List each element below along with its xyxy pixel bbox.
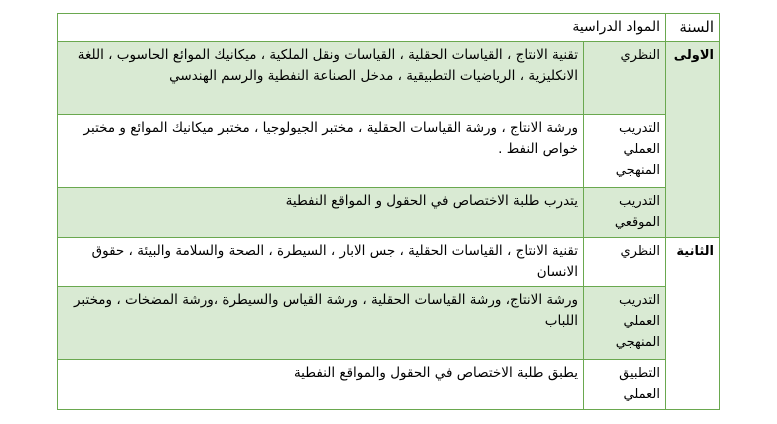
table-row (58, 42, 720, 115)
year-column-header: السنة (666, 14, 720, 42)
row-type-cell: التدريب العملي المنهجي (584, 287, 666, 360)
table-row (58, 188, 720, 238)
curriculum-table (57, 13, 720, 410)
row-type-cell: التدريب العملي المنهجي (584, 115, 666, 188)
row-subjects-cell: ورشة الانتاج، ورشة القياسات الحقلية ، ورشة القياس والسيطرة ،ورشة المضخات ، ومختبر اللباب (58, 287, 584, 360)
table-header-row (58, 14, 720, 42)
row-subjects-cell: ورشة الانتاج ، ورشة القياسات الحقلية ، مختبر الجيولوجيا ، مختبر ميكانيك الموائع و مختبر خواص النفط . (58, 115, 584, 188)
row-type-cell: التطبيق العملي (584, 360, 666, 410)
table-row (58, 360, 720, 410)
subjects-column-header: المواد الدراسية (58, 14, 666, 42)
row-subjects-cell: تقنية الانتاج ، القياسات الحقلية ، القياسات ونقل الملكية ، ميكانيك الموائع الحاسوب ، اللغة الانكليزية ، الرياضيات التطبيقية ، مدخل الصناعة النفطية والرسم الهندسي (58, 42, 584, 115)
row-subjects-cell: يطبق طلبة الاختصاص في الحقول والمواقع النفطية (58, 360, 584, 410)
row-subjects-cell: تقنية الانتاج ، القياسات الحقلية ، جس الابار ، السيطرة ، الصحة والسلامة والبيئة ، حقوق الانسان (58, 238, 584, 287)
table-row (58, 115, 720, 188)
table-row (58, 238, 720, 287)
row-type-cell: النظري (584, 42, 666, 115)
row-type-cell: النظري (584, 238, 666, 287)
year-cell-second: الثانية (666, 238, 720, 410)
year-cell-first: الاولى (666, 42, 720, 238)
row-type-cell: التدريب الموقعي (584, 188, 666, 238)
row-subjects-cell: يتدرب طلبة الاختصاص في الحقول و المواقع النفطية (58, 188, 584, 238)
table-row (58, 287, 720, 360)
